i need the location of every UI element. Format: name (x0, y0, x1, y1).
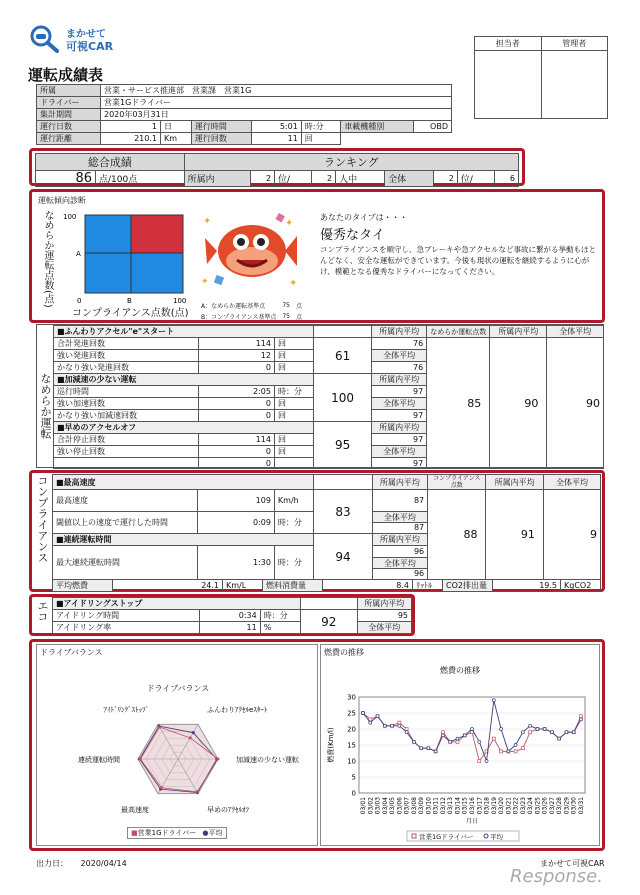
series-point-average (471, 728, 474, 731)
time-unit: 時:分 (301, 121, 341, 133)
balance-panel (36, 644, 318, 846)
x-tick-label: 03/21 (505, 797, 513, 815)
comp-g2-score: 94 (314, 534, 372, 580)
series-point-average (572, 731, 575, 734)
smooth-dept-avg: 90 (490, 338, 547, 469)
fuel-section-title: 燃費の推移 (324, 648, 364, 657)
affil-label: 所属 (37, 85, 101, 97)
magnifier-car-icon (28, 24, 62, 54)
series-line-0 (363, 713, 581, 761)
compliance-box (29, 470, 605, 592)
eco-r2-value: 11 (200, 622, 261, 634)
a-standard-label: A：なめらか運転基準点 (201, 303, 266, 310)
smooth-r6-unit: 回 (274, 410, 313, 422)
series-point-average (492, 699, 495, 702)
series-point-average (405, 731, 408, 734)
smooth-r3-unit: 回 (274, 362, 313, 374)
score-box (29, 148, 525, 186)
x-tick-label: 03/07 (403, 797, 411, 815)
svg-text:✦: ✦ (289, 278, 298, 289)
smooth-r4-label: 巡行時間 (54, 386, 199, 398)
quad-xb: B (127, 297, 132, 305)
quad-x100: 100 (173, 297, 187, 305)
smooth-r4-unit: 時：分 (274, 386, 313, 398)
smooth-total-score: 85 (427, 338, 490, 469)
series-point-driver (456, 740, 459, 743)
smooth-dept-avg-header: 所属内平均 (490, 326, 547, 338)
series-point-average (485, 760, 488, 763)
x-tick-label: 03/18 (483, 797, 491, 815)
dept-total: 2 (312, 171, 336, 187)
series-point-average (376, 715, 379, 718)
y-tick-label: 20 (347, 725, 356, 734)
comp-r2-avg: 87 (413, 523, 425, 532)
consumption-label: 燃料消費量 (263, 580, 323, 592)
x-tick-label: 03/14 (454, 797, 462, 815)
smooth-all-avg-header: 全体平均 (547, 326, 604, 338)
diagnosis-box (29, 189, 605, 323)
y-tick-label: 0 (351, 789, 356, 798)
smooth-r7-unit: 回 (274, 434, 313, 446)
smooth-r8-label: 強い停止回数 (54, 446, 199, 458)
radar-driver-point (196, 790, 199, 793)
series-point-driver (441, 731, 444, 734)
y-tick-label: 5 (351, 773, 356, 782)
radar-driver-point (158, 726, 161, 729)
x-tick-label: 03/23 (519, 797, 527, 815)
smooth-all-avg: 90 (547, 338, 604, 469)
quad-x0: 0 (77, 297, 82, 305)
smooth-g3-score: 95 (314, 422, 372, 469)
smooth-r9-avg: 97 (371, 458, 426, 469)
comp-r2-value: 0:09 (197, 512, 274, 534)
smooth-r8-unit: 回 (274, 446, 313, 458)
line-chart-title: 燃費の推移 (440, 666, 480, 675)
total-score-unit: 点/100点 (96, 171, 185, 187)
y-tick-label: 15 (347, 741, 356, 750)
radar-axis-label: 加減速の少ない運転 (236, 756, 299, 764)
x-tick-label: 03/04 (381, 797, 389, 815)
smooth-r4-value: 2:05 (199, 386, 275, 398)
comp-dept-avg-header: 所属内平均 (486, 475, 543, 490)
eco-r1-value: 0:34 (200, 610, 261, 622)
x-tick-label: 03/25 (534, 797, 542, 815)
b-standard-unit: 点 (295, 314, 302, 321)
balance-section-title: ドライブバランス (40, 648, 103, 657)
fuel-line-chart (321, 659, 599, 845)
eco-score: 92 (301, 610, 357, 634)
series-point-driver (398, 721, 401, 724)
x-tick-label: 03/31 (578, 797, 585, 815)
smooth-r6-label: かなり強い加減速回数 (54, 410, 199, 422)
series-point-average (369, 721, 372, 724)
smooth-r2-avg-label: 全体平均 (371, 350, 426, 362)
svg-text:✦: ✦ (285, 218, 294, 229)
series-point-average (536, 728, 539, 731)
x-tick-label: 03/29 (563, 797, 571, 815)
series-point-driver (492, 737, 495, 740)
legend-average-marker (484, 834, 488, 838)
diagnosis-x-label: コンプライアンス点数(点) (72, 308, 189, 319)
eco-side-label: エコ (36, 600, 49, 622)
smooth-g3-title: ■早めのアクセルオフ (54, 422, 314, 434)
x-tick-label: 03/17 (476, 797, 484, 815)
smooth-g1-dept-header: 所属内平均 (371, 326, 426, 338)
smooth-r5-avg-label: 全体平均 (371, 398, 426, 410)
dept-rank: 2 (251, 171, 275, 187)
comp-r2-avg-label: 全体平均 (373, 512, 428, 523)
diagnosis-section-title: 運転傾向診断 (38, 196, 86, 205)
series-point-average (463, 734, 466, 737)
period-label: 集計期間 (37, 109, 101, 121)
days-value: 1 (101, 121, 161, 133)
x-tick-label: 03/11 (432, 797, 440, 815)
smooth-r2-value: 12 (199, 350, 275, 362)
radar-average-point (192, 731, 195, 734)
all-rank-label: 全体 (385, 171, 434, 187)
smooth-r5-unit: 回 (274, 398, 313, 410)
line-chart-ylabel: 燃費(Km/l) (327, 727, 335, 763)
eco-r1-unit: 時：分 (260, 610, 300, 622)
x-tick-label: 03/24 (527, 797, 535, 815)
page-title: 運転成績表 (28, 66, 104, 84)
type-lead: あなたのタイプは・・・ (320, 213, 408, 222)
info-table (36, 84, 452, 145)
consumption-unit: ﾘｯﾄﾙ (413, 580, 443, 592)
series-point-average (521, 731, 524, 734)
smooth-r5-value: 0 (199, 398, 275, 410)
total-score-label: 総合成績 (36, 154, 185, 171)
comp-r1-avg: 87 (372, 490, 428, 512)
legend-driver-marker (412, 834, 416, 838)
smooth-r5-label: 強い加速回数 (54, 398, 199, 410)
series-point-average (543, 728, 546, 731)
count-value: 11 (251, 133, 301, 145)
fuel-label: 平均燃費 (53, 580, 113, 592)
smooth-r6-value: 0 (199, 410, 275, 422)
output-date (36, 858, 127, 869)
legend-driver-label: 営業1Gドライバー (419, 833, 474, 841)
dist-unit: Km (161, 133, 192, 145)
x-tick-label: 03/02 (367, 797, 375, 815)
comp-r3-value: 1:30 (197, 546, 274, 580)
a-standard-value: 75 (282, 302, 290, 309)
comp-r1-label: 最高速度 (53, 490, 198, 512)
series-point-average (507, 750, 510, 753)
series-point-average (362, 712, 365, 715)
all-rank-unit: 位/ (457, 171, 494, 187)
smooth-r1-value: 114 (199, 338, 275, 350)
x-tick-label: 03/27 (548, 797, 556, 815)
smooth-r8-avg-label: 全体平均 (371, 446, 426, 458)
x-tick-label: 03/13 (447, 797, 455, 815)
line-chart-legend (407, 831, 519, 841)
legend-average-label: 平均 (490, 833, 503, 841)
series-point-average (500, 728, 503, 731)
smooth-r8-value: 0 (199, 446, 275, 458)
smooth-r3-value: 0 (199, 362, 275, 374)
series-point-driver (580, 715, 583, 718)
period-value: 2020年03月31日 (101, 109, 452, 121)
smooth-g3-dept-header: 所属内平均 (371, 422, 426, 434)
series-point-driver (369, 718, 372, 721)
smooth-r7-value: 114 (199, 434, 275, 446)
comp-g1-dept-header: 所属内平均 (372, 475, 428, 490)
radar-axis-label: ｱｲﾄﾞﾘﾝｸﾞｽﾄｯﾌﾟ (103, 705, 149, 714)
eco-box (29, 594, 415, 636)
fuel-unit: Km/L (223, 580, 263, 592)
x-tick-label: 03/30 (570, 797, 578, 815)
ranking-label: ランキング (184, 154, 518, 171)
series-point-average (383, 724, 386, 727)
device-label: 車載機種別 (341, 121, 413, 133)
days-unit: 日 (161, 121, 192, 133)
smooth-r1-unit: 回 (274, 338, 313, 350)
smooth-r6-avg: 97 (371, 410, 426, 422)
x-tick-label: 03/12 (439, 797, 447, 815)
smooth-r1-avg: 76 (371, 338, 426, 350)
consumption-value: 8.4 (323, 580, 413, 592)
comp-r3-avg-label: 全体平均 (373, 558, 428, 569)
series-point-average (550, 731, 553, 734)
smooth-r3-avg: 76 (371, 362, 426, 374)
driver-type: 優秀なタイ (320, 228, 385, 243)
b-standard-value: 75 (282, 313, 290, 320)
series-point-average (558, 737, 561, 740)
series-point-driver (521, 747, 524, 750)
series-point-average (580, 718, 583, 721)
series-point-average (529, 724, 532, 727)
x-tick-label: 03/20 (498, 797, 506, 815)
comp-g2-dept-header: 所属内平均 (372, 534, 428, 546)
series-point-average (565, 731, 568, 734)
smooth-side-label: なめらか運転 (37, 325, 53, 467)
x-tick-label: 03/10 (425, 797, 433, 815)
y-tick-label: 25 (347, 709, 356, 718)
compliance-side-label: コンプライアンス (36, 475, 49, 563)
eco-r2-avg-label: 全体平均 (357, 622, 411, 634)
comp-r3-avg: 96 (373, 547, 428, 558)
fish-character-icon (197, 206, 307, 298)
series-point-average (391, 724, 394, 727)
x-tick-label: 03/08 (410, 797, 418, 815)
count-label: 運行回数 (191, 133, 251, 145)
comp-dept-avg: 91 (486, 490, 543, 580)
sign-header-manager: 管理者 (541, 37, 608, 51)
smooth-r7-label: 合計停止回数 (54, 434, 199, 446)
series-point-average (420, 747, 423, 750)
series-point-driver (529, 731, 532, 734)
balance-legend-average: 平均 (208, 829, 223, 837)
a-standard-unit: 点 (295, 303, 302, 310)
smooth-g2-dept-header: 所属内平均 (371, 374, 426, 386)
all-rank: 2 (434, 171, 458, 187)
comp-all-avg: 9 (543, 490, 600, 580)
svg-text:✦: ✦ (201, 277, 209, 287)
co2-label: CO2排出量 (443, 580, 493, 592)
smooth-r3-label: かなり強い発進回数 (54, 362, 199, 374)
comp-r3-all-avg: 96 (413, 568, 425, 578)
comp-r1-value: 109 (197, 490, 274, 512)
output-date-value: 2020/04/14 (80, 859, 127, 868)
affil-value: 営業・サービス推進部 営業課 営業1G (101, 85, 452, 97)
comp-r2-unit: 時：分 (274, 512, 314, 534)
comp-g2-title: ■連続運転時間 (53, 534, 314, 546)
diagnosis-quadrant (57, 210, 207, 306)
series-point-driver (500, 750, 503, 753)
series-point-average (434, 750, 437, 753)
comp-total-score: 88 (428, 490, 486, 580)
b-standard-label: B：コンプライアンス基準点 (201, 314, 277, 321)
dept-people-unit: 人中 (336, 171, 385, 187)
logo (28, 22, 128, 56)
x-tick-label: 03/15 (461, 797, 469, 815)
smooth-r7-avg: 97 (371, 434, 426, 446)
eco-r2-label: アイドリング率 (53, 622, 200, 634)
x-tick-label: 03/06 (396, 797, 404, 815)
quad-ya: A (76, 250, 81, 258)
smooth-pts-header: なめらか運転点数 (427, 326, 490, 338)
comp-r3-unit: 時：分 (274, 546, 314, 580)
comp-r1-unit: Km/h (274, 490, 314, 512)
fuel-value: 24.1 (113, 580, 223, 592)
comp-g1-score: 83 (314, 490, 372, 534)
series-point-driver (514, 750, 517, 753)
smooth-r1-label: 合計発進回数 (54, 338, 199, 350)
smooth-r2-label: 強い発進回数 (54, 350, 199, 362)
sign-header-staff: 担当者 (475, 37, 542, 51)
comp-r3-label: 最大連続運転時間 (53, 546, 198, 580)
fuel-panel (320, 644, 600, 846)
x-tick-label: 03/19 (490, 797, 498, 815)
balance-chart-title: ドライブバランス (146, 684, 210, 693)
smooth-g2-score: 100 (314, 374, 372, 422)
all-total: 6 (495, 171, 519, 187)
svg-text:✦: ✦ (203, 216, 212, 227)
driver-value: 営業1Gドライバー (101, 97, 452, 109)
comp-g1-title: ■最高速度 (53, 475, 314, 490)
series-point-average (514, 744, 517, 747)
x-tick-label: 03/09 (418, 797, 426, 815)
logo-text-2: 可視CAR (66, 40, 114, 53)
sign-box-manager (541, 51, 608, 119)
response-watermark (510, 866, 603, 887)
balance-legend-driver: 営業1Gドライバー (137, 829, 197, 837)
smooth-r4-avg: 97 (371, 386, 426, 398)
x-tick-label: 03/01 (360, 797, 367, 815)
smooth-g1-score: 61 (314, 338, 372, 374)
count-unit: 回 (301, 133, 341, 145)
smooth-g2-title: ■加減速の少ない運転 (54, 374, 314, 386)
radar-axis-label: 最高速度 (121, 806, 149, 815)
y-tick-label: 10 (347, 757, 356, 766)
quad-y100: 100 (63, 213, 77, 221)
time-value: 5:01 (251, 121, 301, 133)
x-tick-label: 03/22 (512, 797, 520, 815)
total-score: 86 (36, 171, 96, 187)
co2-value: 19.5 (493, 580, 561, 592)
radar-driver-point (189, 736, 192, 739)
smooth-g1-title: ■ふんわりアクセル"e"スタート (54, 326, 314, 338)
balance-radar-chart (37, 697, 319, 837)
smooth-section (36, 324, 604, 468)
radar-axis-label: 早めのｱｸｾﾙｵﾌ (207, 806, 249, 815)
smooth-r2-unit: 回 (274, 350, 313, 362)
device-value: OBD (413, 121, 451, 133)
x-tick-label: 03/16 (469, 797, 476, 815)
days-label: 運行日数 (37, 121, 101, 133)
comp-pts-header: コンプライアンス点数 (428, 475, 486, 490)
dist-value: 210.1 (101, 133, 161, 145)
x-tick-label: 03/28 (556, 797, 564, 815)
co2-unit: KgCO2 (561, 580, 601, 592)
response-watermark-text: Response. (510, 866, 603, 887)
charts-box (29, 639, 605, 851)
diagnosis-y-label: なめらか運転点数(点) (42, 210, 53, 308)
footer-brand: まかせて可視CAR (540, 859, 605, 868)
series-point-average (398, 724, 401, 727)
x-tick-label: 03/05 (389, 797, 397, 815)
type-description: コンプライアンスを順守し、急ブレーキや急アクセルなど事故に繋がる挙動もほとんどなく、安全な運転ができています。今後も現状の運転を継続するように心がけ、模範となる優秀なドライバーになってください。 (320, 245, 596, 276)
dist-label: 運行距離 (37, 133, 101, 145)
radar-driver-point (160, 786, 163, 789)
series-point-average (412, 740, 415, 743)
time-label: 運行時間 (191, 121, 251, 133)
comp-r2-label: 閾値以上の速度で運行した時間 (53, 512, 198, 534)
radar-driver-point (139, 758, 142, 761)
y-tick-label: 30 (347, 693, 356, 702)
series-point-average (441, 734, 444, 737)
series-point-driver (405, 728, 408, 731)
logo-text-1: まかせて (66, 29, 106, 40)
radar-axis-label: 連続運転時間 (78, 756, 120, 764)
radar-axis-label: ふんわりｱｸｾﾙeｽﾀｰﾄ (207, 705, 268, 714)
dept-rank-unit: 位/ (275, 171, 312, 187)
series-point-average (427, 747, 430, 750)
series-point-average (449, 740, 452, 743)
balance-legend: ■営業1Gドライバー ●平均 (127, 827, 227, 839)
eco-r2-unit: % (260, 622, 300, 634)
x-tick-label: 03/26 (541, 797, 549, 815)
driver-label: ドライバー (37, 97, 101, 109)
output-date-label: 出力日： (36, 859, 68, 868)
series-point-average (478, 740, 481, 743)
eco-r1-label: アイドリング時間 (53, 610, 200, 622)
series-point-average (456, 737, 459, 740)
x-tick-label: 03/03 (374, 797, 382, 815)
series-point-driver (478, 760, 481, 763)
eco-r1-avg: 95 (357, 610, 411, 622)
comp-all-avg-header: 全体平均 (543, 475, 600, 490)
sign-box-staff (475, 51, 542, 119)
eco-dept-header: 所属内平均 (357, 598, 411, 610)
dept-rank-label: 所属内 (184, 171, 251, 187)
line-chart-xlabel: 月日 (465, 818, 479, 825)
radar-driver-point (217, 758, 220, 761)
eco-title: ■アイドリングストップ (53, 598, 301, 610)
signature-boxes (474, 36, 608, 119)
smooth-r9-value: 0 (199, 458, 275, 469)
